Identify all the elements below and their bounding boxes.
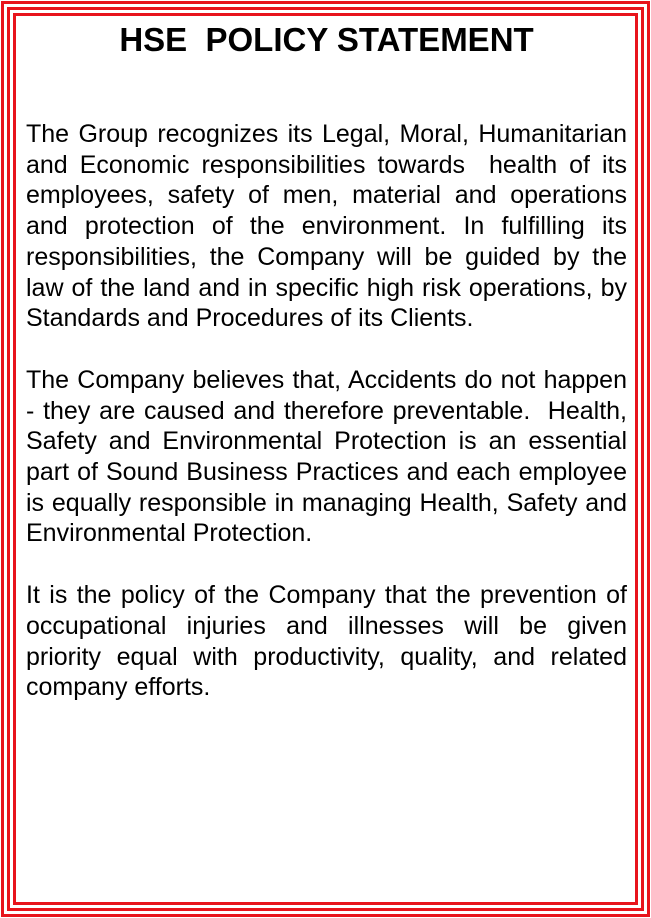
policy-paragraph-priority: It is the policy of the Company that the prevention of occupational injuries and illnesses will be given priority equal with productivity, quality, and related company efforts.: [26, 581, 634, 702]
document-body: [26, 20, 634, 703]
document-title: HSE POLICY STATEMENT: [119, 21, 534, 58]
policy-paragraph-accidents: The Company believes that, Accidents do not happen - they are caused and therefore preventable. Health, Safety and Environmental Protection is an essential part of Sound Business Practices and each employee is equally responsible in managing Health, Safety and Environmental Protection.: [26, 365, 634, 548]
policy-paragraph-responsibilities: The Group recognizes its Legal, Moral, Humanitarian and Economic responsibilities towards health of its employees, safety of men, material and operations and protection of the environment. In fulfilling its responsibilities, the Company will be guided by the law of the land and in specific high risk operations, by Standards and Procedures of its Clients.: [26, 120, 634, 333]
